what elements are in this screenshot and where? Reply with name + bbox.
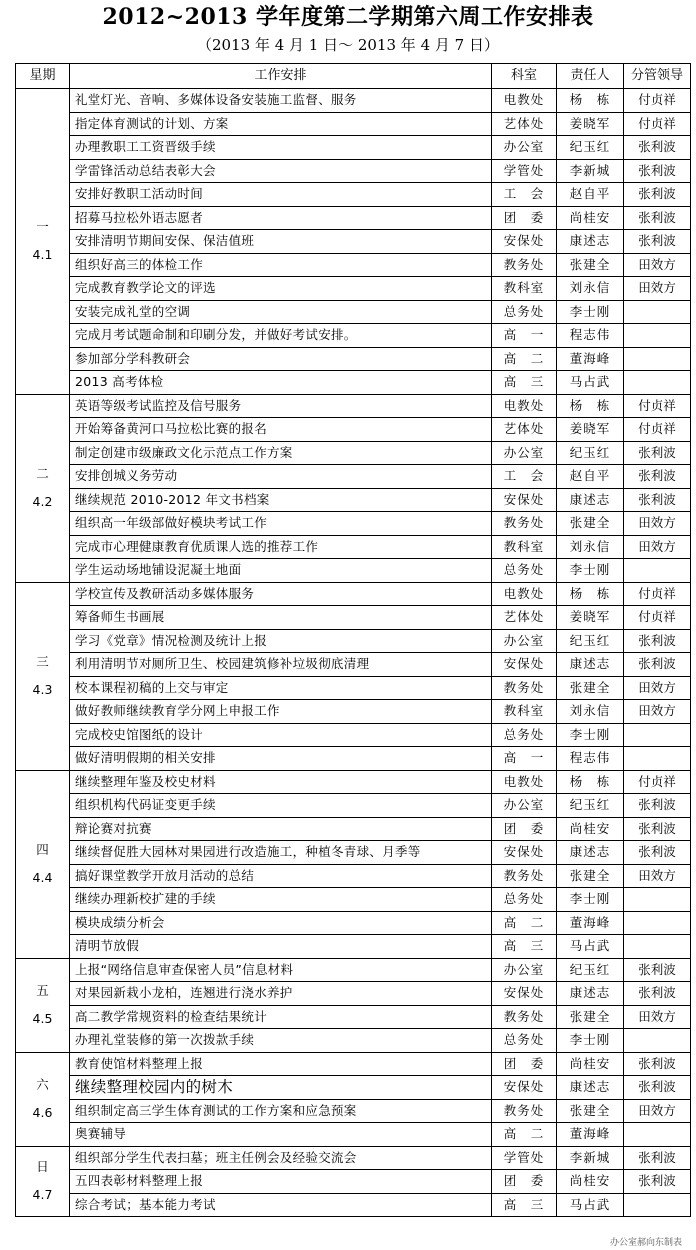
leader-cell: 张利波 [624, 982, 691, 1006]
task-cell: 组织机构代码证变更手续 [70, 794, 492, 818]
header-task: 工作安排 [70, 64, 492, 89]
task-cell: 辩论赛对抗赛 [70, 817, 492, 841]
person-cell: 张建全 [557, 864, 624, 888]
dept-cell: 安保处 [492, 653, 557, 677]
day-cell [16, 89, 70, 395]
dept-cell: 团 委 [492, 1170, 557, 1194]
task-cell: 招募马拉松外语志愿者 [70, 206, 492, 230]
dept-cell: 总务处 [492, 300, 557, 324]
day-cell [16, 1052, 70, 1146]
leader-cell: 张利波 [624, 230, 691, 254]
table-row [16, 747, 691, 771]
task-cell: 完成教育教学论文的评选 [70, 277, 492, 301]
leader-cell: 张利波 [624, 136, 691, 160]
table-row [16, 206, 691, 230]
leader-cell: 田效方 [624, 1099, 691, 1123]
leader-cell: 田效方 [624, 864, 691, 888]
person-cell: 李士刚 [557, 723, 624, 747]
person-cell: 李新城 [557, 159, 624, 183]
table-row [16, 441, 691, 465]
day-name: 四 [36, 842, 49, 857]
dept-cell: 高 二 [492, 911, 557, 935]
table-row [16, 1146, 691, 1170]
day-date: 4.1 [32, 247, 53, 263]
task-cell: 办理教职工工资晋级手续 [70, 136, 492, 160]
table-row [16, 770, 691, 794]
task-cell: 组织制定高三学生体育测试的工作方案和应急预案 [70, 1099, 492, 1123]
table-row [16, 982, 691, 1006]
table-row [16, 512, 691, 536]
dept-cell: 工 会 [492, 183, 557, 207]
table-row [16, 488, 691, 512]
dept-cell: 学管处 [492, 159, 557, 183]
task-cell: 筹备师生书画展 [70, 606, 492, 630]
dept-cell: 总务处 [492, 1029, 557, 1053]
person-cell: 纪玉红 [557, 629, 624, 653]
day-name: 五 [36, 983, 49, 998]
task-cell: 奥赛辅导 [70, 1123, 492, 1147]
person-cell: 纪玉红 [557, 441, 624, 465]
person-cell: 纪玉红 [557, 136, 624, 160]
table-row [16, 394, 691, 418]
task-cell: 完成月考试题命制和印刷分发，并做好考试安排。 [70, 324, 492, 348]
leader-cell: 田效方 [624, 277, 691, 301]
leader-cell: 张利波 [624, 841, 691, 865]
task-cell: 模块成绩分析会 [70, 911, 492, 935]
day-date: 4.5 [32, 1011, 53, 1026]
leader-cell: 张利波 [624, 1076, 691, 1100]
dept-cell: 总务处 [492, 723, 557, 747]
person-cell: 姜晓军 [557, 112, 624, 136]
table-row [16, 1170, 691, 1194]
leader-cell: 付贞祥 [624, 770, 691, 794]
person-cell: 马占武 [557, 371, 624, 395]
leader-cell: 张利波 [624, 1052, 691, 1076]
day-date: 4.4 [32, 870, 53, 885]
person-cell: 李士刚 [557, 559, 624, 583]
person-cell: 张建全 [557, 1005, 624, 1029]
leader-cell: 张利波 [624, 206, 691, 230]
table-row [16, 1029, 691, 1053]
person-cell: 李士刚 [557, 300, 624, 324]
task-cell: 学校宣传及教研活动多媒体服务 [70, 582, 492, 606]
day-cell [16, 582, 70, 770]
person-cell: 康述志 [557, 653, 624, 677]
task-cell: 完成校史馆图纸的设计 [70, 723, 492, 747]
person-cell: 尚桂安 [557, 817, 624, 841]
dept-cell: 办公室 [492, 441, 557, 465]
day-name: 一 [36, 219, 49, 235]
dept-cell: 总务处 [492, 888, 557, 912]
table-row [16, 89, 691, 113]
task-cell: 学生运动场地铺设泥凝土地面 [70, 559, 492, 583]
dept-cell: 安保处 [492, 230, 557, 254]
leader-cell: 田效方 [624, 253, 691, 277]
dept-cell: 办公室 [492, 794, 557, 818]
table-row [16, 347, 691, 371]
dept-cell: 安保处 [492, 488, 557, 512]
table-row [16, 112, 691, 136]
leader-cell: 付贞祥 [624, 89, 691, 113]
header-day: 星期 [16, 64, 70, 89]
task-cell: 搞好课堂教学开放月活动的总结 [70, 864, 492, 888]
person-cell: 赵自平 [557, 183, 624, 207]
dept-cell: 教务处 [492, 864, 557, 888]
task-cell: 礼堂灯光、音响、多媒体设备安装施工监督、服务 [70, 89, 492, 113]
person-cell: 马占武 [557, 935, 624, 959]
task-cell: 继续整理年鉴及校史材料 [70, 770, 492, 794]
task-cell: 上报“网络信息审查保密人员”信息材料 [70, 958, 492, 982]
dept-cell: 高 三 [492, 1193, 557, 1217]
leader-cell: 田效方 [624, 1005, 691, 1029]
person-cell: 马占武 [557, 1193, 624, 1217]
person-cell: 程志伟 [557, 324, 624, 348]
person-cell: 姜晓军 [557, 418, 624, 442]
person-cell: 董海峰 [557, 911, 624, 935]
table-row [16, 606, 691, 630]
day-date: 4.2 [32, 494, 53, 509]
person-cell: 尚桂安 [557, 206, 624, 230]
page-title: 2012~2013 学年度第二学期第六周工作安排表 [102, 4, 594, 30]
person-cell: 刘永信 [557, 700, 624, 724]
dept-cell: 高 一 [492, 747, 557, 771]
dept-cell: 教科室 [492, 700, 557, 724]
person-cell: 董海峰 [557, 347, 624, 371]
task-cell: 利用清明节对厕所卫生、校园建筑修补垃圾彻底清理 [70, 653, 492, 677]
person-cell: 康述志 [557, 230, 624, 254]
day-cell [16, 1146, 70, 1217]
table-row [16, 1076, 691, 1100]
person-cell: 李新城 [557, 1146, 624, 1170]
leader-cell [624, 723, 691, 747]
leader-cell [624, 1029, 691, 1053]
task-cell: 办理礼堂装修的第一次拨款手续 [70, 1029, 492, 1053]
person-cell: 杨 栋 [557, 770, 624, 794]
table-row [16, 183, 691, 207]
table-row [16, 911, 691, 935]
task-cell: 教育使馆材料整理上报 [70, 1052, 492, 1076]
table-row [16, 653, 691, 677]
leader-cell: 张利波 [624, 159, 691, 183]
task-cell: 清明节放假 [70, 935, 492, 959]
dept-cell: 教务处 [492, 676, 557, 700]
day-cell [16, 394, 70, 582]
person-cell: 杨 栋 [557, 89, 624, 113]
leader-cell: 付贞祥 [624, 418, 691, 442]
dept-cell: 电教处 [492, 582, 557, 606]
day-name: 二 [36, 466, 49, 481]
leader-cell [624, 1193, 691, 1217]
task-cell: 2013 高考体检 [70, 371, 492, 395]
table-row [16, 324, 691, 348]
task-cell: 英语等级考试监控及信号服务 [70, 394, 492, 418]
table-row [16, 230, 691, 254]
table-row [16, 1123, 691, 1147]
leader-cell: 张利波 [624, 629, 691, 653]
leader-cell: 付贞祥 [624, 606, 691, 630]
person-cell: 李士刚 [557, 1029, 624, 1053]
dept-cell: 高 一 [492, 324, 557, 348]
leader-cell: 付贞祥 [624, 394, 691, 418]
table-header-row [16, 64, 691, 89]
table-row [16, 253, 691, 277]
person-cell: 杨 栋 [557, 394, 624, 418]
header-leader: 分管领导 [624, 64, 691, 89]
day-name: 日 [36, 1159, 49, 1175]
leader-cell: 张利波 [624, 441, 691, 465]
dept-cell: 电教处 [492, 394, 557, 418]
task-cell: 安装完成礼堂的空调 [70, 300, 492, 324]
day-date: 4.7 [32, 1187, 53, 1203]
task-cell: 做好教师继续教育学分网上申报工作 [70, 700, 492, 724]
table-row [16, 582, 691, 606]
leader-cell: 张利波 [624, 1146, 691, 1170]
task-cell: 学习《党章》情况检测及统计上报 [70, 629, 492, 653]
table-row [16, 136, 691, 160]
task-cell: 组织部分学生代表扫墓；班主任例会及经验交流会 [70, 1146, 492, 1170]
schedule-body [16, 89, 691, 1217]
person-cell: 李士刚 [557, 888, 624, 912]
task-cell: 指定体育测试的计划、方案 [70, 112, 492, 136]
task-cell: 做好清明假期的相关安排 [70, 747, 492, 771]
dept-cell: 安保处 [492, 982, 557, 1006]
person-cell: 姜晓军 [557, 606, 624, 630]
leader-cell: 张利波 [624, 958, 691, 982]
person-cell: 董海峰 [557, 1123, 624, 1147]
leader-cell [624, 935, 691, 959]
leader-cell: 张利波 [624, 653, 691, 677]
table-row [16, 559, 691, 583]
person-cell: 张建全 [557, 676, 624, 700]
table-row [16, 1193, 691, 1217]
task-cell: 校本课程初稿的上交与审定 [70, 676, 492, 700]
person-cell: 康述志 [557, 982, 624, 1006]
dept-cell: 教务处 [492, 512, 557, 536]
dept-cell: 高 三 [492, 371, 557, 395]
dept-cell: 艺体处 [492, 112, 557, 136]
table-row [16, 935, 691, 959]
person-cell: 张建全 [557, 253, 624, 277]
task-cell: 开始筹备黄河口马拉松比赛的报名 [70, 418, 492, 442]
person-cell: 纪玉红 [557, 794, 624, 818]
day-cell [16, 958, 70, 1052]
person-cell: 刘永信 [557, 535, 624, 559]
leader-cell [624, 747, 691, 771]
dept-cell: 电教处 [492, 89, 557, 113]
leader-cell: 田效方 [624, 700, 691, 724]
task-cell: 安排创城义务劳动 [70, 465, 492, 489]
task-cell: 安排好教职工活动时间 [70, 183, 492, 207]
dept-cell: 总务处 [492, 559, 557, 583]
dept-cell: 安保处 [492, 841, 557, 865]
table-row [16, 958, 691, 982]
dept-cell: 办公室 [492, 136, 557, 160]
person-cell: 康述志 [557, 1076, 624, 1100]
day-name: 三 [36, 654, 49, 669]
table-row [16, 465, 691, 489]
task-cell: 继续督促胜大园林对果园进行改造施工，种植冬青球、月季等 [70, 841, 492, 865]
task-cell: 继续整理校园内的树木 [70, 1076, 492, 1100]
table-row [16, 723, 691, 747]
task-cell: 完成市心理健康教育优质课人选的推荐工作 [70, 535, 492, 559]
person-cell: 张建全 [557, 1099, 624, 1123]
date-range: （2013 年 4 月 1 日～ 2013 年 4 月 7 日） [197, 36, 499, 54]
dept-cell: 教科室 [492, 277, 557, 301]
leader-cell: 张利波 [624, 794, 691, 818]
leader-cell [624, 911, 691, 935]
dept-cell: 高 三 [492, 935, 557, 959]
day-cell [16, 770, 70, 958]
person-cell: 刘永信 [557, 277, 624, 301]
dept-cell: 艺体处 [492, 418, 557, 442]
task-cell: 继续规范 2010-2012 年文书档案 [70, 488, 492, 512]
table-row [16, 277, 691, 301]
leader-cell: 田效方 [624, 535, 691, 559]
dept-cell: 高 二 [492, 347, 557, 371]
table-row [16, 300, 691, 324]
leader-cell: 张利波 [624, 183, 691, 207]
table-row [16, 371, 691, 395]
task-cell: 组织高一年级部做好模块考试工作 [70, 512, 492, 536]
person-cell: 赵自平 [557, 465, 624, 489]
dept-cell: 教科室 [492, 535, 557, 559]
dept-cell: 高 二 [492, 1123, 557, 1147]
table-row [16, 676, 691, 700]
table-row [16, 888, 691, 912]
task-cell: 安排清明节期间安保、保洁值班 [70, 230, 492, 254]
dept-cell: 团 委 [492, 1052, 557, 1076]
header-person: 责任人 [557, 64, 624, 89]
leader-cell [624, 347, 691, 371]
table-row [16, 817, 691, 841]
task-cell: 高二教学常规资料的检查结果统计 [70, 1005, 492, 1029]
table-row [16, 535, 691, 559]
person-cell: 纪玉红 [557, 958, 624, 982]
leader-cell [624, 888, 691, 912]
day-date: 4.6 [32, 1105, 53, 1120]
leader-cell [624, 371, 691, 395]
table-row [16, 418, 691, 442]
task-cell: 综合考试；基本能力考试 [70, 1193, 492, 1217]
leader-cell: 张利波 [624, 488, 691, 512]
table-row [16, 841, 691, 865]
dept-cell: 电教处 [492, 770, 557, 794]
person-cell: 尚桂安 [557, 1052, 624, 1076]
person-cell: 康述志 [557, 841, 624, 865]
table-row [16, 159, 691, 183]
task-cell: 学雷锋活动总结表彰大会 [70, 159, 492, 183]
leader-cell: 张利波 [624, 817, 691, 841]
person-cell: 尚桂安 [557, 1170, 624, 1194]
dept-cell: 教务处 [492, 253, 557, 277]
leader-cell: 张利波 [624, 1170, 691, 1194]
leader-cell: 田效方 [624, 676, 691, 700]
day-date: 4.3 [32, 682, 53, 697]
leader-cell: 付贞祥 [624, 582, 691, 606]
table-row [16, 629, 691, 653]
task-cell: 组织好高三的体检工作 [70, 253, 492, 277]
dept-cell: 艺体处 [492, 606, 557, 630]
leader-cell: 张利波 [624, 465, 691, 489]
dept-cell: 安保处 [492, 1076, 557, 1100]
header-dept: 科室 [492, 64, 557, 89]
footer-credit: 办公室郝向东制表 [609, 1238, 682, 1248]
task-cell: 制定创建市级廉政文化示范点工作方案 [70, 441, 492, 465]
leader-cell [624, 559, 691, 583]
task-cell: 继续办理新校扩建的手续 [70, 888, 492, 912]
leader-cell [624, 324, 691, 348]
leader-cell: 付贞祥 [624, 112, 691, 136]
person-cell: 程志伟 [557, 747, 624, 771]
day-name: 六 [36, 1077, 49, 1092]
dept-cell: 团 委 [492, 817, 557, 841]
table-row [16, 1005, 691, 1029]
person-cell: 张建全 [557, 512, 624, 536]
table-row [16, 700, 691, 724]
dept-cell: 办公室 [492, 629, 557, 653]
schedule-table [15, 63, 691, 1217]
dept-cell: 学管处 [492, 1146, 557, 1170]
person-cell: 杨 栋 [557, 582, 624, 606]
table-row [16, 794, 691, 818]
leader-cell [624, 1123, 691, 1147]
leader-cell: 田效方 [624, 512, 691, 536]
dept-cell: 教务处 [492, 1005, 557, 1029]
dept-cell: 团 委 [492, 206, 557, 230]
dept-cell: 教务处 [492, 1099, 557, 1123]
task-cell: 参加部分学科教研会 [70, 347, 492, 371]
task-cell: 对果园新栽小龙柏，连翘进行浇水养护 [70, 982, 492, 1006]
table-row [16, 1099, 691, 1123]
table-row [16, 864, 691, 888]
table-row [16, 1052, 691, 1076]
dept-cell: 工 会 [492, 465, 557, 489]
task-cell: 五四表彰材料整理上报 [70, 1170, 492, 1194]
dept-cell: 办公室 [492, 958, 557, 982]
person-cell: 康述志 [557, 488, 624, 512]
leader-cell [624, 300, 691, 324]
